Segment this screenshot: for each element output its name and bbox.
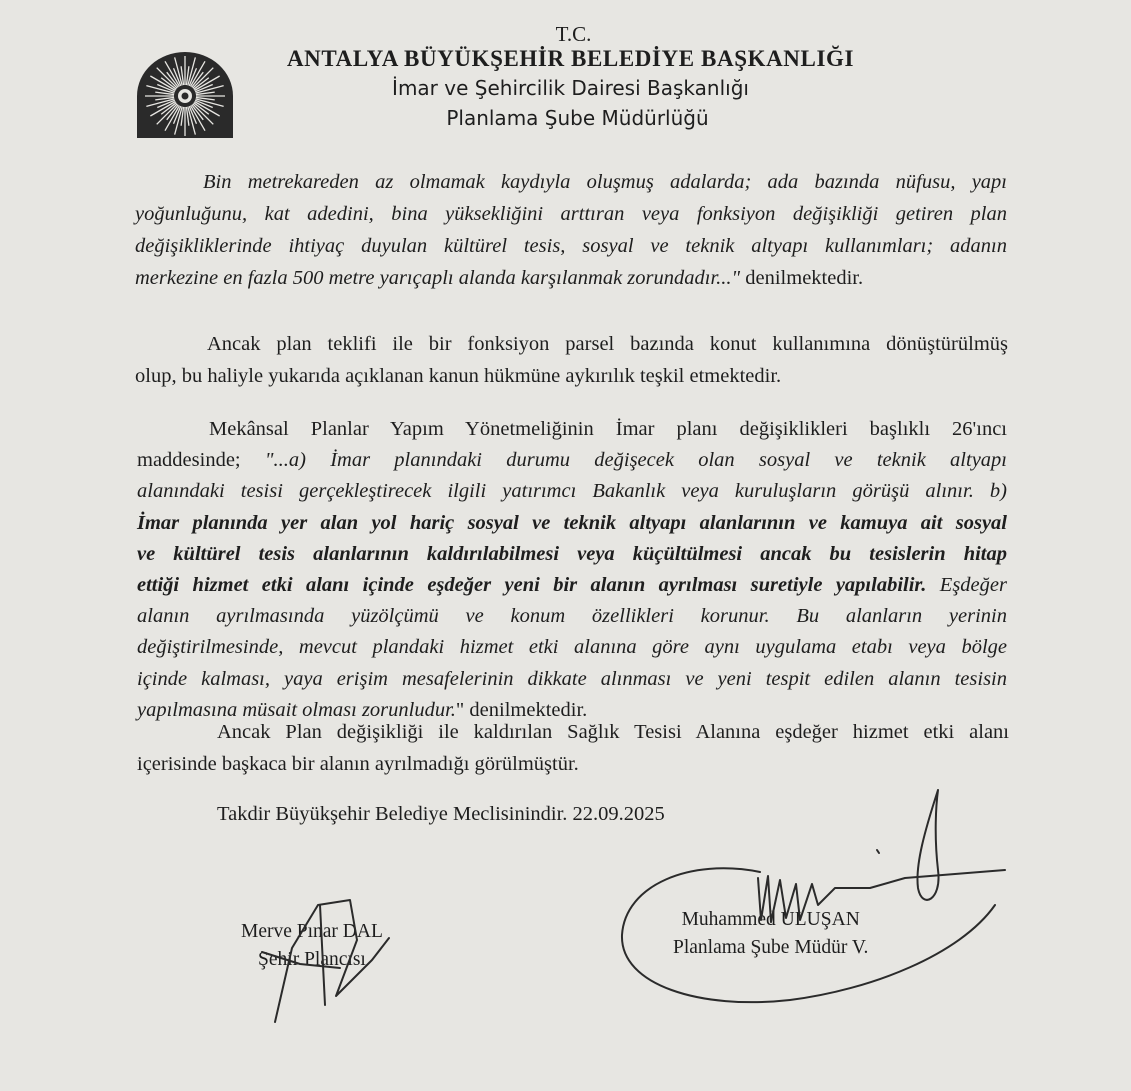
bold-quote-text: ettiği hizmet etki alanı içinde eşdeğer yeni bir alanın ayrılması suretiyle yapılabilir. — [137, 574, 927, 597]
header-branch: Planlama Şube Müdürlüğü — [446, 106, 709, 130]
paragraph-line: Mekânsal Planlar Yapım Yönetmeliğinin İmar planı değişiklikleri başlıklı 26'ıncı — [209, 418, 1007, 440]
paragraph-decision-date: Takdir Büyükşehir Belediye Meclisinindir. 22.09.2025 — [217, 803, 665, 825]
paragraph-line: değiştirilmesinde, mevcut plandaki hizmet etki alanına göre aynı uygulama etabı veya bölge — [137, 636, 1007, 659]
paragraph-line: içerisinde başkaca bir alanın ayrılmadığı görülmüştür. — [137, 753, 579, 775]
paragraph-line: İmar planında yer alan yol hariç sosyal ve teknik altyapı alanlarının ve kamuya ait sosyal — [137, 511, 1007, 534]
plain-text: denilmektedir. — [740, 267, 864, 289]
paragraph-regulation — [137, 414, 1007, 726]
paragraph-line — [135, 262, 1007, 294]
paragraph-line: içinde kalması, yaya erişim mesafelerinin dikkate alınması ve yeni tespit edilen alanın tesisin — [137, 667, 1007, 690]
quote-text: Eşdeğer — [926, 574, 1007, 597]
paragraph-quote-article — [135, 166, 1007, 294]
paragraph-line: yoğunluğunu, kat adedini, bina yüksekliğini arttıran veya fonksiyon değişikliği getiren plan — [135, 203, 1007, 225]
paragraph-line: ve kültürel tesis alanlarının kaldırılabilmesi veya küçültülmesi ancak bu tesislerin hitap — [137, 542, 1007, 565]
plain-text: maddesinde; — [137, 449, 265, 472]
signatory-name: Merve Pınar DAL — [241, 921, 383, 942]
paragraph-conclusion — [137, 716, 1009, 780]
signature-right-vertical — [917, 790, 938, 900]
signatory-title: Şehir Plancısı — [258, 949, 366, 970]
quote-text: "...a) İmar planındaki durumu değişecek olan sosyal ve teknik altyapı — [264, 449, 1007, 472]
quote-text: merkezine en fazla 500 metre yarıçaplı alanda karşılanmak zorundadır..." — [135, 267, 741, 289]
paragraph-line: Bin metrekareden az olmamak kaydıyla oluşmuş adalarda; ada bazında nüfusu, yapı — [203, 171, 1007, 193]
paragraph-line: Ancak Plan değişikliği ile kaldırılan Sağlık Tesisi Alanına eşdeğer hizmet etki alanı — [217, 721, 1009, 743]
header-tc: T.C. — [555, 22, 592, 46]
header-department: İmar ve Şehircilik Dairesi Başkanlığı — [392, 76, 749, 100]
paragraph-line: Ancak plan teklifi ile bir fonksiyon parsel bazında konut kullanımına dönüştürülmüş — [207, 333, 1008, 355]
signature-right-dot — [877, 850, 879, 853]
paragraph-assessment — [135, 328, 1008, 392]
header-institution: ANTALYA BÜYÜKŞEHİR BELEDİYE BAŞKANLIĞI — [286, 46, 855, 71]
paragraph-line: alanın ayrılmasında yüzölçümü ve konum özellikleri korunur. Bu alanların yerinin — [137, 605, 1007, 628]
plain-text: " denilmektedir. — [455, 698, 588, 721]
paragraph-line — [137, 570, 1007, 601]
signature-block-planner — [241, 918, 383, 974]
paragraph-line: alanındaki tesisi gerçekleştirecek ilgili yatırımcı Bakanlık veya kuruluşların görüşü alınır. b) — [137, 480, 1007, 503]
paragraph-line — [137, 445, 1007, 476]
paragraph-line: değişikliklerinde ihtiyaç duyulan kültürel tesis, sosyal ve teknik altyapı kullanımları; adanın — [135, 235, 1007, 257]
signatory-name: Muhammed ULUŞAN — [681, 909, 860, 930]
quote-text: yapılmasına müsait olması zorunludur. — [137, 698, 456, 721]
signatory-title: Planlama Şube Müdür V. — [673, 937, 869, 958]
signature-block-manager — [673, 906, 868, 962]
paragraph-line: olup, bu haliyle yukarıda açıklanan kanun hükmüne aykırılık teşkil etmektedir. — [135, 365, 782, 387]
